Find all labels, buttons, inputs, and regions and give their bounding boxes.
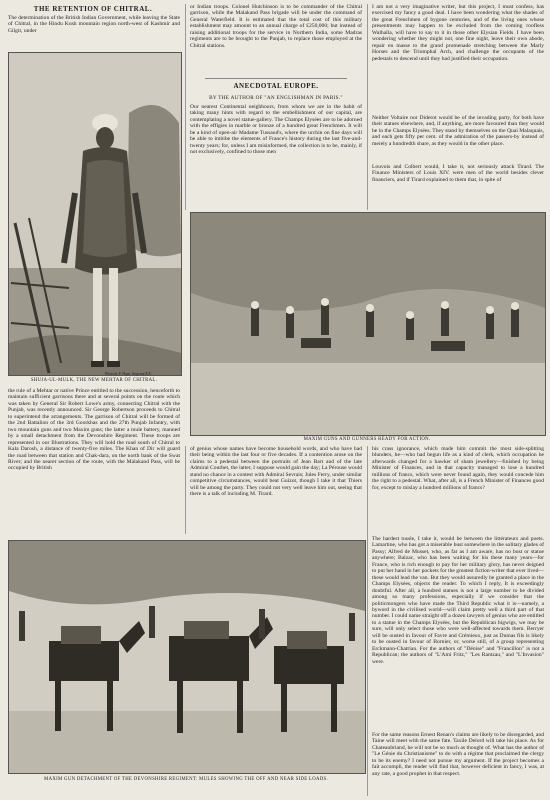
chitral-title: THE RETENTION OF CHITRAL.: [33, 5, 153, 13]
column-rule-right-top: [367, 4, 368, 210]
anecdotal-literateurs-paragraph: The hardest tussle, I take it, would be between the littérateurs and poets. Lamartine, who has got a miserable bust somewhere in the solitary glades of Passy; Alfred de Musset, who, as far as I am aware, has no bust or statue anywhere; Balzac, who has been waiting for his these many years—for France, who is rich enough to pay for her military glory, has never deigned to put her hand in her pockets for the greatest fiction-writer that ever lived—these would lead the van. But they would assuredly be granted a place in the Champs Elysées, objects the reader. To which I reply, It is exceedingly doubtful. After all, a hundred statues is not a large number to be divided among so many professions, especially if we consider that the politicmongers who have made the Third Republic what it is—namely, a byword in the civilised world—will claim pretty well a third part of that number. I could name straight off a dozen lawyers of genius who are entitled to a statue in the Champs Elysées, but the Republican bigwigs, we may be sure, will only select those who were well-affected towards them. Berryer will be ousted in favour of Favre and Crémieux, just as Dumas fils is likely to be ousted in favour of Bornier, or, worse still, of a group representing Erckmann-Chatrian. For the authors of "Dénise" and "Francillon" is not a Republican; the authors of "L'Ami Fritz," "Les Rantzau," and "L'Invasion" were.: [372, 536, 544, 665]
chitral-continued: the rule of a Mehtar or native Prince entitled to the succession, henceforth to maintain sufficient garrisons there and at several points on the route which was taken by General Sir Robert Lowe's army, connecting Chitral with the Punjab, was recently announced. Sir George Robertson proceeds to Chitral to superintend the arrangements. The garrison of Chitral will be formed of the 2nd Battalion of the 3rd Goorkhas and the 27th Punjab Infantry, with two mountain guns and two Maxim guns; the latter a mule battery, manned by a small detachment from the Devonshire Regiment. These troops are represented in our Illustrations. They will hold the road south of Chitral to Kala Darosh, a distance of twenty-five miles. The Khan of Dir will guard the road between that station and Chak-dara, on the north bank of the Swat River; and the nearer section of the route, with the Malakand Pass, will be occupied by British: [8, 388, 180, 472]
anecdotal-column-two-continued: of genius whose names have become household words, and who have had their being within the last four or five decades. If a contention arose on the claims to a pedestal between the portraits of Jean Bart and of the late Admiral Courbet, the latter, I suppose would gain the day; La Pérouse would stand no chance in a contest with Admiral Sevrais; Jules Ferry, under similar competitive circumstances, would beat Guizot, though I take it that Thiers will be among the party. They could not very well leave him out, seeing that there is a talk of including M. Tirard.: [190, 446, 362, 498]
portrait-illustration: [9, 53, 181, 375]
chitral-column-two: or Indian troops. Colonel Hutchinson is to be commander of the Chitral garrison, while the Malakand Pass brigade will be under the command of General Waterfield. It is estimated that the total cost of this military establishment may amount to an annual charge of £250,000; but instead of raising additional troops for the service in Northern India, some Madras regiments are to be brought to the Punjab, to replace those employed at the Chitral stations.: [190, 4, 362, 49]
anecdotal-column-two: Our nearest Continental neighbours, from whom we are in the habit of taking many hints with regard to the embellishment of our capital, are contemplating a novel statue-gallery. The Champs Elysées are to be adorned with the effigies in marble or bronze of a hundred great Frenchmen. It will be a kind of open-air Madame Tussaud's, where the urchin on fine days will be able to imbibe the elements of France's history during the last five-and-twenty years; for, unless I am misinformed, the collection is to be, mainly, if not exclusively, confined to those men: [190, 104, 362, 156]
anecdotal-column-three-intro: I am not a very imaginative writer, but this project, I must confess, has exercised my fancy a good deal. I have been wondering what the shades of the great Frenchmen of bygone centuries, and of the living ones whose presentments may happen to be excluded from the coming roofless Walhalla, will have to say to it in those other Elysian Fields. I have been wondering whether they might not, one fine night, leave their own abode, repair en masse to the grand promenade stretching between the Marly Horses and the Triumphal Arch, and challenge the occupants of the pedestals to descend until they had justified their occupation.: [372, 4, 544, 62]
column-rule-right-bottom: [367, 446, 368, 796]
section-divider: [205, 78, 347, 79]
anecdotal-renan-paragraph: For the same reasons Ernest Renan's claims are likely to be disregarded, and Taine will meet with the same fate. Taxile Delord will take his place. As for Chateaubriand, he will not be so much as thought of. What has the author of "Le Génie du Christianisme" to do with a régime that proclaimed the clergy to be its enemy? I need not pursue my argument. If the project becomes a fait accompli, the reader will find that, however deficient in fancy, I was, at any rate, a good prophet in that respect.: [372, 732, 544, 777]
mules-caption: MAXIM GUN DETACHMENT OF THE DEVONSHIRE REGIMENT: MULES SHOWING THE OFF AND NEAR SIDE LOADS.: [44, 777, 328, 782]
maxim-guns-illustration: [191, 213, 545, 435]
column-rule-left-top: [185, 4, 186, 210]
mules-photo: [8, 540, 366, 774]
anecdotal-tirard-paragraph: his crass ignorance, which made him commit the most side-splitting blunders, he—who had begun life as a kind of clerk, which occupation he afterwards changed for a hawker of sham jewellery—finished by being Minister of Finances, and in that capacity managed to lose a hundred millions of francs, which were never found again, they would concede him the right to a pedestal. What, after all, is a French Minister of Finances good for, except to mislay a hundred millions of francs?: [372, 446, 544, 491]
maxim-guns-caption: MAXIM GUNS AND GUNNERS READY FOR ACTION.: [303, 437, 431, 442]
anecdotal-byline: BY THE AUTHOR OF "AN ENGLISHMAN IN PARIS.": [209, 95, 343, 101]
chitral-intro: The determination of the British Indian Government, while leaving the State of Chitral, in the Hindu Kush mountain region north-west of Kashmir and Gilgit, under: [8, 15, 180, 34]
portrait-caption: SHUJA-UL-MULK, THE NEW MEHTAR OF CHITRAL.: [30, 378, 158, 383]
column-rule-left-bottom: [185, 446, 186, 534]
anecdotal-voltaire-paragraph: Neither Voltaire nor Diderot would be of the invading party, for both have their statues elsewhere, and, if anything, are more favoured than they would be in the Champs Elysées. They stand by themselves on the Quai Malaquais, and each gets fifty per cent. of the admiration of the passers-by instead of merely a hundredth share, as they would in the other place.: [372, 115, 544, 147]
anecdotal-title: ANECDOTAL EUROPE.: [233, 82, 319, 90]
portrait-credit: Photo by F. Hope, Sergeant R.E.: [105, 372, 152, 376]
anecdotal-louvois-paragraph: Louvois and Colbert would, I take it, not seriously attack Tirard. The Finance Ministers of Louis XIV. were men of the world besides clever financiers, and if Tirard explained to them that, in spite of: [372, 164, 544, 183]
portrait-photo: [8, 52, 182, 376]
mules-illustration: [9, 541, 365, 773]
maxim-guns-photo: [190, 212, 546, 436]
